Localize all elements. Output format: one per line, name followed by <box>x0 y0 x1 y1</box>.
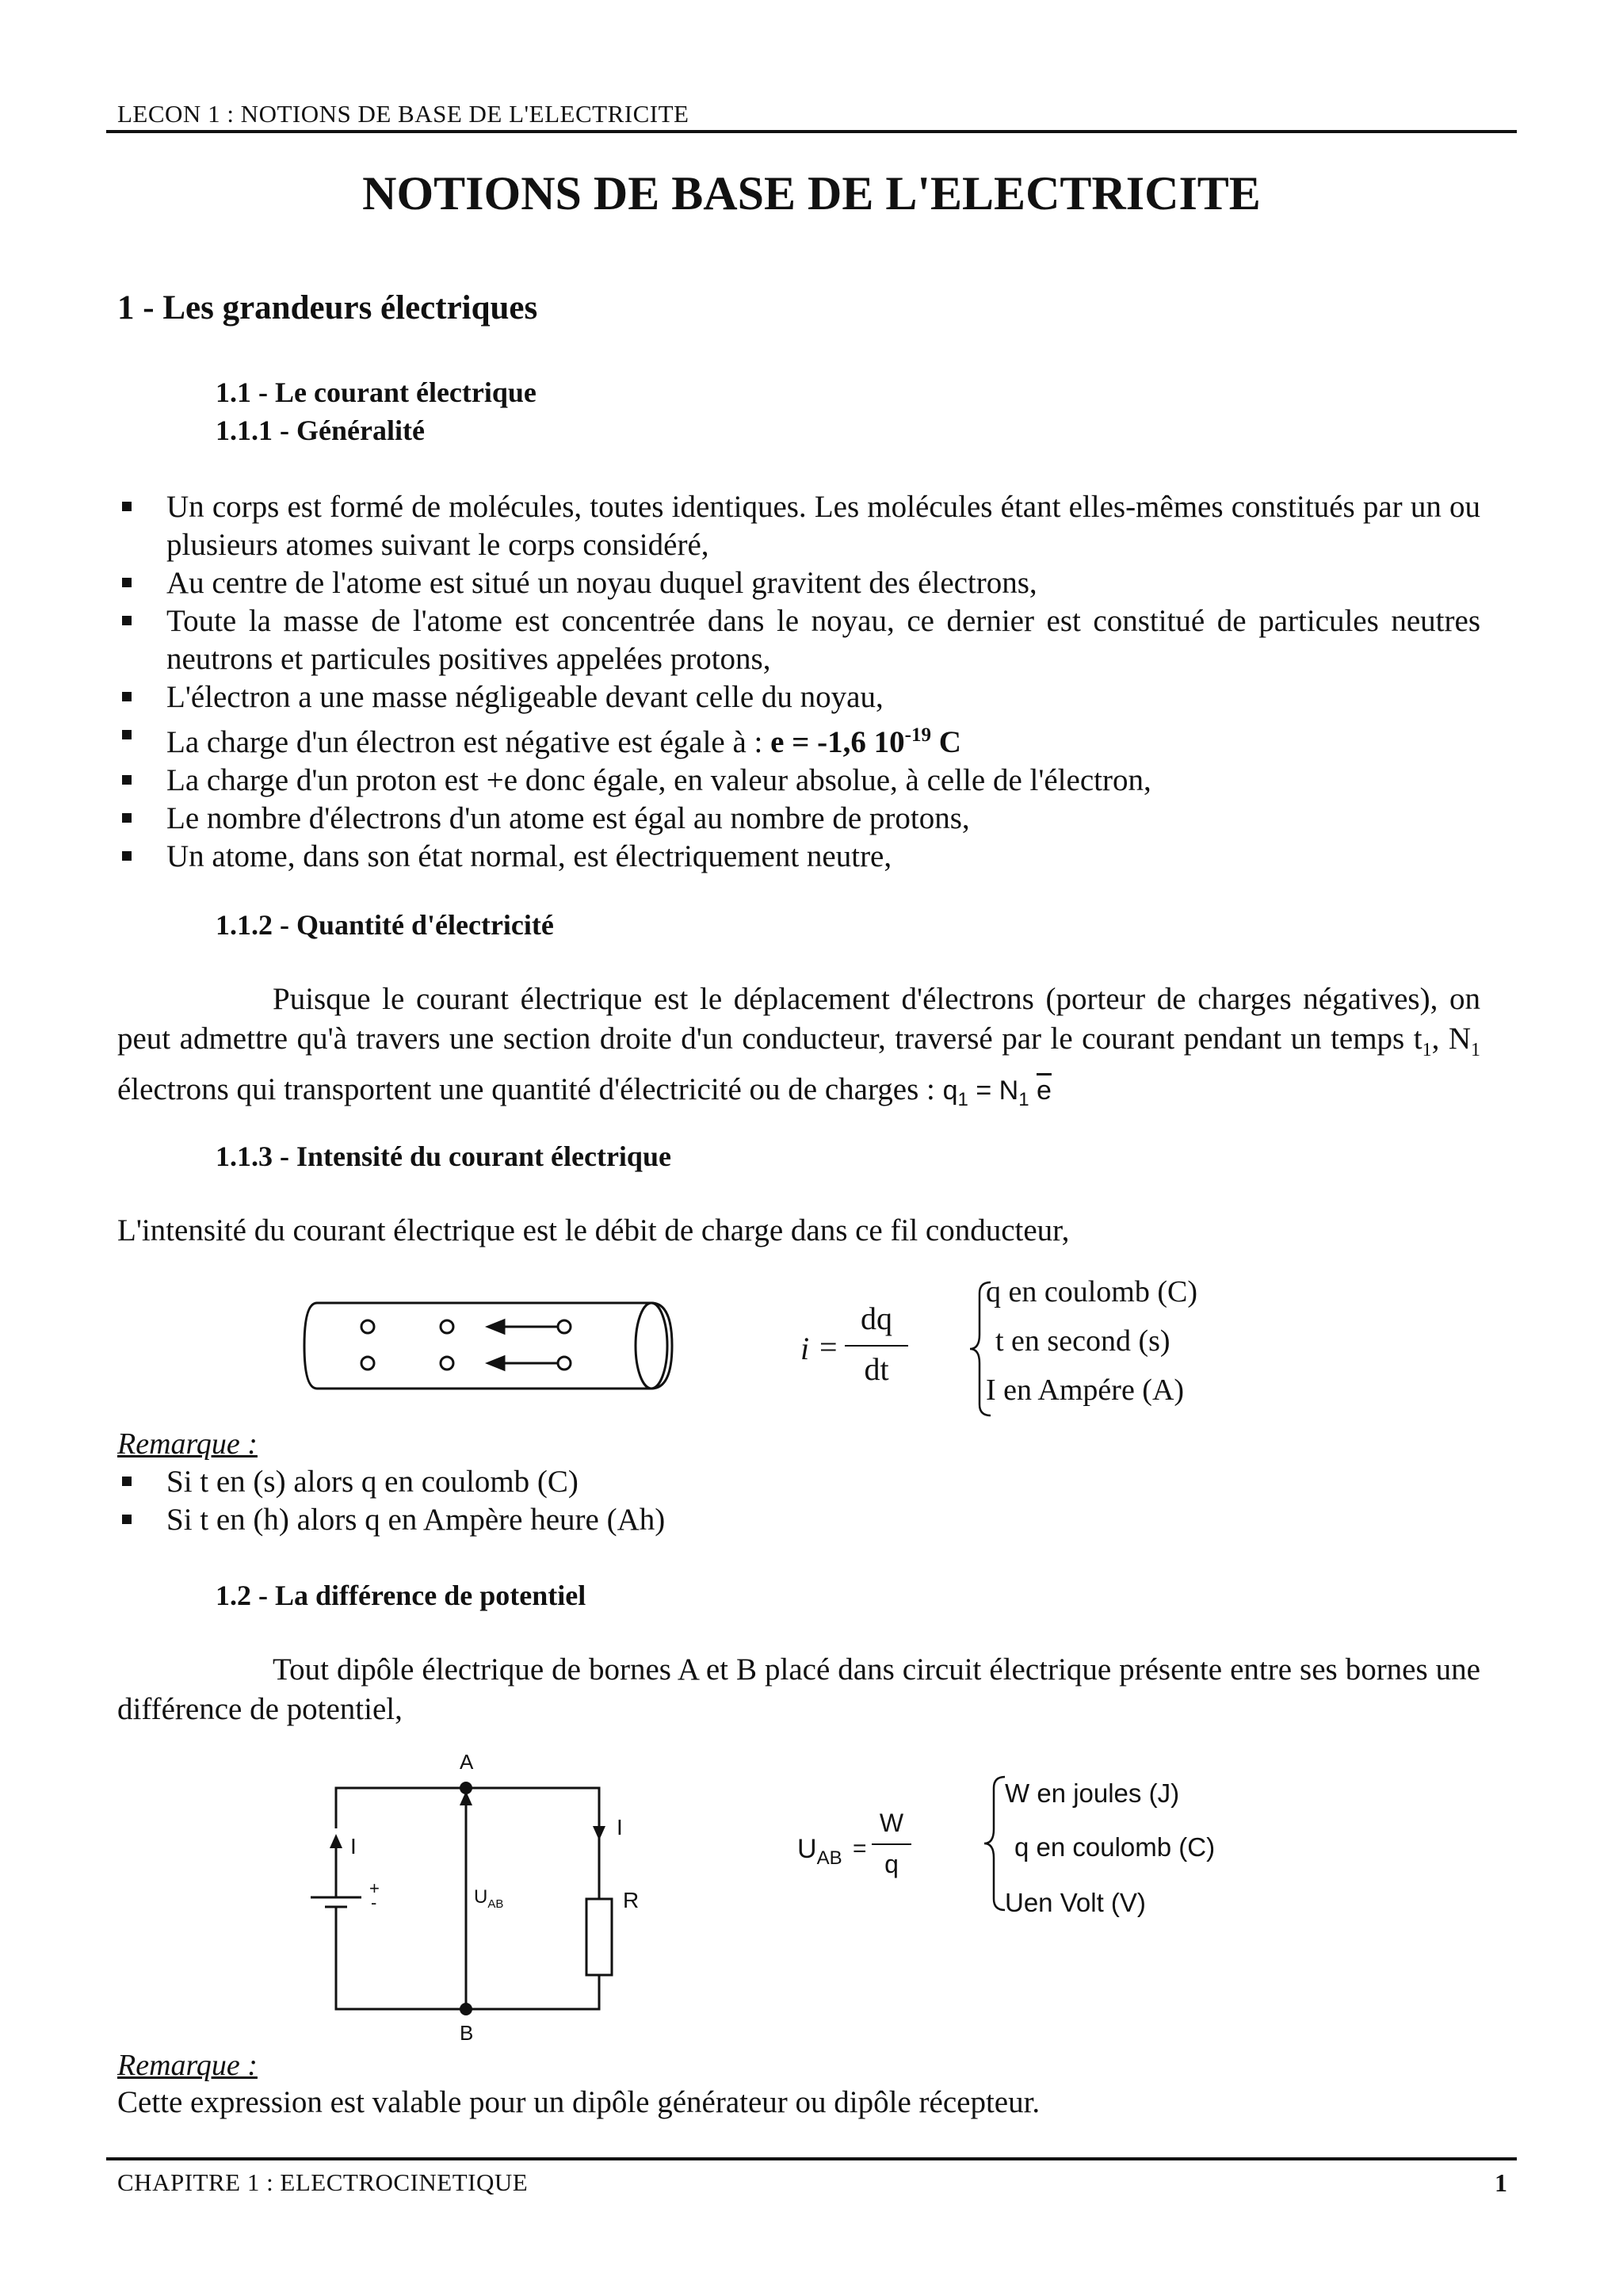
voltage-subscript: AB <box>487 1897 504 1911</box>
eq-subscript: 1 <box>957 1088 968 1110</box>
circuit-diagram <box>293 1752 650 2061</box>
paragraph-text: électrons qui transportent une quantité d'électricité ou de charges : <box>117 1072 943 1106</box>
intensity-equation <box>792 1300 927 1395</box>
eq-numerator: dq <box>861 1301 892 1336</box>
subsection-heading-1-1-3: 1.1.3 - Intensité du courant électrique <box>216 1140 671 1172</box>
voltage-label <box>474 1886 503 1911</box>
potential-paragraph: Tout dipôle électrique de bornes A et B placé dans circuit électrique présente entre ses bornes une différence de potentiel, <box>117 1652 1480 1726</box>
node-a-dot <box>460 1782 472 1794</box>
unit-line: I en Ampére (A) <box>986 1373 1185 1407</box>
footer-rule <box>106 2157 1517 2160</box>
charge-exponent: -19 <box>904 724 931 746</box>
paragraph-text: , N <box>1431 1022 1471 1056</box>
list-item: Un atome, dans son état normal, est électriquement neutre, <box>117 838 1480 876</box>
list-item: Toute la masse de l'atome est concentrée dans le noyau, ce dernier est constitué de particules neutres neutrons et particules positives appelées protons, <box>117 602 1480 678</box>
quantite-paragraph <box>117 980 1480 1120</box>
plus-sign: + <box>369 1878 380 1898</box>
current-arrow-left <box>330 1834 342 1848</box>
eq-denominator: q <box>884 1850 899 1878</box>
eq-subscript: AB <box>816 1847 842 1869</box>
subsection-heading-1-1-1: 1.1.1 - Généralité <box>216 415 425 446</box>
circuit-wires <box>293 1752 650 2061</box>
subscript: 1 <box>1422 1039 1432 1060</box>
eq-symbol: q <box>942 1075 958 1106</box>
unit-line: q en coulomb (C) <box>986 1275 1198 1308</box>
eq-subscript: 1 <box>1018 1088 1029 1110</box>
generalite-list <box>117 488 1480 876</box>
electron-arrows <box>488 1320 558 1370</box>
intensite-text: L'intensité du courant électrique est le débit de charge dans ce fil conducteur, <box>117 1213 1070 1247</box>
charge-unit: C <box>930 725 961 759</box>
node-b-label: B <box>460 2021 474 2045</box>
fraction-bar <box>872 1843 911 1845</box>
charge-equation <box>942 1075 1052 1110</box>
remark-list <box>117 1463 1480 1539</box>
subscript: 1 <box>1471 1039 1480 1060</box>
running-footer: CHAPITRE 1 : ELECTROCINETIQUE <box>117 2168 529 2196</box>
unit-line: t en second (s) <box>995 1324 1170 1358</box>
remark-label: Remarque : <box>117 1427 258 1461</box>
list-item: Au centre de l'atome est situé un noyau duquel gravitent des électrons, <box>117 564 1480 602</box>
eq-symbol: i <box>800 1331 810 1366</box>
list-item <box>117 716 1480 762</box>
charge-value: e = -1,6 10 <box>770 725 905 759</box>
current-arrow-right <box>593 1826 605 1840</box>
voltage-equation <box>792 1807 927 1902</box>
list-item: Un corps est formé de molécules, toutes identiques. Les molécules étant elles-mêmes constitués par un ou plusieurs atomes suivant le corps considéré, <box>117 488 1480 564</box>
subsection-heading-1-1-2: 1.1.2 - Quantité d'électricité <box>216 909 554 941</box>
charge-text: La charge d'un électron est négative est égale à : <box>166 725 771 759</box>
subsection-heading-1-2: 1.2 - La différence de potentiel <box>216 1580 586 1611</box>
subsection-heading-1-1: 1.1 - Le courant électrique <box>216 376 537 408</box>
remark-text: Cette expression est valable pour un dipôle générateur ou dipôle récepteur. <box>117 2085 1041 2119</box>
list-item: Le nombre d'électrons d'un atome est égal au nombre de protons, <box>117 800 1480 838</box>
eq-symbol: $\overline{e}$ <box>1037 1075 1052 1106</box>
node-a-label: A <box>460 1750 474 1774</box>
page-number: 1 <box>1495 2168 1507 2197</box>
list-item: L'électron a une masse négligeable devant celle du noyau, <box>117 678 1480 716</box>
unit-line: W en joules (J) <box>1005 1778 1180 1808</box>
list-item: La charge d'un proton est +e donc égale, en valeur absolue, à celle de l'électron, <box>117 762 1480 800</box>
current-label-left: I <box>350 1834 357 1859</box>
list-item: Si t en (h) alors q en Ampère heure (Ah) <box>117 1501 1480 1539</box>
running-header: LECON 1 : NOTIONS DE BASE DE L'ELECTRICITE <box>117 100 689 128</box>
list-item: Si t en (s) alors q en coulomb (C) <box>117 1463 1480 1501</box>
remark-label: Remarque : <box>117 2049 258 2082</box>
unit-line: q en coulomb (C) <box>1014 1832 1216 1862</box>
current-label-right: I <box>617 1815 623 1839</box>
page-title: NOTIONS DE BASE DE L'ELECTRICITE <box>362 167 1261 220</box>
voltage-symbol: U <box>474 1886 488 1908</box>
paragraph-text: Puisque le courant électrique est le déplacement d'électrons (porteur de charges négatives), on peut admettre qu'à travers une section droite d'un conducteur, traversé par le courant pendant un temps t <box>117 982 1480 1056</box>
eq-denominator: dt <box>864 1351 889 1387</box>
eq-symbol: U <box>797 1834 817 1864</box>
section-heading: 1 - Les grandeurs électriques <box>117 289 538 327</box>
eq-symbol: = <box>853 1836 867 1862</box>
fraction-bar <box>845 1345 908 1347</box>
eq-lhs <box>797 1834 842 1870</box>
minus-sign: - <box>371 1893 377 1912</box>
eq-symbol: = <box>819 1329 838 1365</box>
eq-symbol: = N <box>968 1075 1019 1106</box>
conductor-diagram <box>293 1290 689 1401</box>
unit-line: Uen Volt (V) <box>1005 1888 1146 1917</box>
resistor-label: R <box>623 1888 640 1912</box>
node-b-dot <box>460 2003 472 2015</box>
header-rule <box>106 130 1517 133</box>
eq-numerator: W <box>879 1809 904 1837</box>
